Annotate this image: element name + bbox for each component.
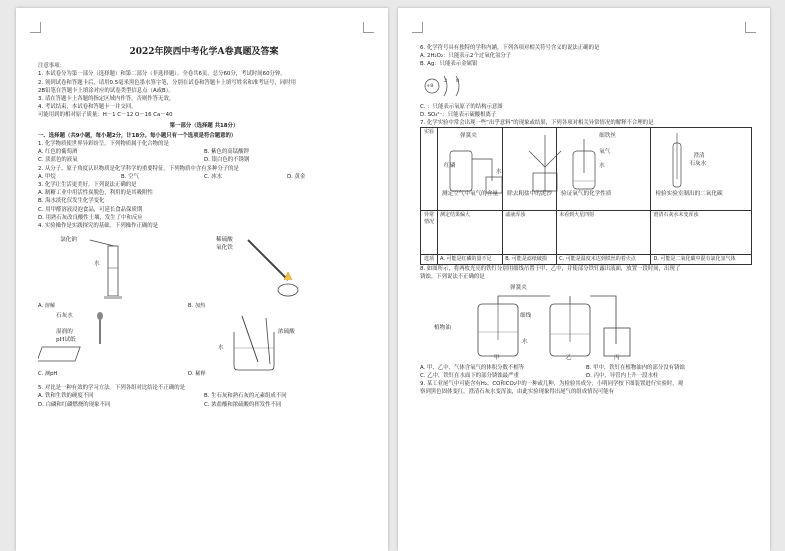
option: A. 2H₂O₂：只能表示2个过氧化氢分子: [420, 53, 512, 60]
question-text: 7. 化学实验中常会出现一些“出乎意料”的现象或结果，下列各项对相关异常情况的解释不合理的是: [420, 120, 654, 127]
caption-a: A. 溶解: [38, 303, 56, 310]
section-intro: 一、选择题（共9小题，每小题2分，计18分。每小题只有一个选项是符合题意的）: [38, 132, 237, 139]
label: 细铁丝: [599, 133, 616, 140]
row-head: 选项: [421, 255, 438, 265]
question-text: 6. 化学符号具有独特的学科内涵。下列各项对相关符号含义的说法正确的是: [420, 45, 600, 51]
label-yi: 乙: [566, 354, 572, 361]
label: 红磷: [444, 163, 456, 170]
question-text: 1. 化学物质使世界异彩纷呈。下列物质属于化合物的是: [38, 141, 169, 148]
option: B. 生石灰和熟石灰的元素组成不同: [204, 393, 287, 400]
label: 氧气: [599, 149, 611, 156]
anomaly-cell: 未看到火星四射: [557, 211, 651, 255]
label-water: 水: [522, 338, 528, 345]
caption-b: B. 加热: [188, 303, 206, 310]
question-text: 3. 化学让生活更美好。下列说法正确的是: [38, 182, 137, 189]
shell-electrons: 8: [456, 77, 460, 84]
label: 弹簧夹: [460, 133, 477, 140]
option: D. SO₄²⁻：只能表示硫酸根离子: [420, 111, 497, 118]
option: D. 银白色的不锈钢: [204, 157, 250, 164]
row-head: 实验: [421, 128, 438, 211]
note-line: 3. 请在答题卡上各题的指定区域内作答，否则作答无效。: [38, 96, 175, 103]
option: A. 红色的葡萄酒: [38, 149, 78, 156]
note-line: 可能用到的相对原子质量：H－1 C－12 O－16 Ca－40: [38, 112, 173, 119]
option: B. 甲中，铁钉在植物油内的部分没有锈蚀: [586, 364, 685, 371]
question-text: 8. 如图所示，将两枚光亮的铁钉分别用细线吊置于甲、乙中，并使部分铁钉露出液面，放置一段时间，出现了: [420, 266, 681, 273]
option: C. 浓盐酸和浓硫酸的挥发性不同: [204, 401, 282, 408]
option: A. 甲、乙中，气体含氧气的体积分数不相等: [420, 364, 525, 371]
note-line: 2B铅笔在答题卡上填涂对应的试卷类型信息点（A或B）。: [38, 87, 174, 94]
option: A. 甲烷: [38, 173, 56, 180]
option: D. 用熟石灰改良酸性土壤，发生了中和反应: [38, 214, 143, 221]
option: B. 空气: [121, 173, 139, 180]
note-line: 2. 领到试卷和答题卡后，请用0.5毫米黑色墨水签字笔，分别在试卷和答题卡上填写姓名和准考证号，同时用: [38, 79, 297, 86]
note-line: 4. 考试结束，本试卷和答题卡一并交回。: [38, 104, 137, 111]
option-cell: C. 可能是温度未达到铁丝的着火点: [557, 255, 651, 265]
option-row: [38, 173, 370, 181]
option: C. 用甲醛溶液浸泡食品，可延长食品保质期: [38, 206, 143, 213]
label-bing: 丙: [614, 354, 620, 361]
notes-heading: 注意事项：: [38, 63, 65, 70]
label-limewater: 石灰水: [56, 313, 73, 320]
question-text: 2. 从分子、原子角度认识物质是化学科学的重要特征。下列物质中含有多种分子的是: [38, 165, 239, 172]
label-ph-paper: pH试纸: [56, 337, 76, 344]
nucleus-charge: +8: [426, 82, 434, 89]
shell-electrons: 2: [444, 77, 448, 84]
row-head: 异常情况: [421, 211, 438, 255]
crop-mark: [745, 22, 756, 33]
label-clamp: 弹簧夹: [510, 284, 527, 291]
label-conc-acid: 浓硫酸: [278, 329, 295, 336]
q8-figure: [420, 284, 752, 362]
experiment-cell: [557, 128, 651, 211]
document-title: 2022年陕西中考化学A卷真题及答案: [129, 47, 279, 57]
label-water: 水: [94, 261, 100, 268]
option-row: [38, 156, 370, 164]
label-jia: 甲: [494, 354, 500, 361]
page-1: [16, 8, 388, 551]
option: B. 紫色的高锰酸钾: [204, 149, 249, 156]
option: B. 海水淡化仅发生化学变化: [38, 198, 105, 205]
option: C. ：只能表示氧原子的结构示意图: [420, 103, 503, 110]
option-row: [420, 364, 752, 372]
option: A. 制糖工业中用活性炭脱色，利用的是其吸附性: [38, 190, 153, 197]
q7-table: [420, 127, 752, 265]
label-nacl: 氯化钠: [60, 237, 77, 244]
experiment-cell: [651, 128, 752, 211]
label-water: 水: [218, 345, 224, 352]
option-cell: B. 可能是滤纸破损: [503, 255, 557, 265]
q8-drawing: [420, 284, 752, 362]
option: C. 冰水: [204, 173, 222, 180]
option-row: [38, 148, 370, 156]
option: C. 乙中，铁钉在水面下的部分锈蚀最严重: [420, 372, 519, 379]
option: D. 白磷和红磷燃烧的现象不同: [38, 401, 111, 408]
label: 澄清: [693, 153, 705, 160]
option-row: [38, 401, 370, 409]
option: A. 铁和生铁的硬度不同: [38, 393, 94, 400]
anomaly-cell: 滤液浑浊: [503, 211, 557, 255]
option: B. Ag：只能表示金属银: [420, 61, 478, 68]
option-cell: D. 可能是二氧化碳中混有氯化氢气体: [651, 255, 752, 265]
label-iron-oxide: 氧化铁: [216, 245, 233, 252]
question-text: 9. 某工业尾气中可能含有H₂、CO和CO₂中的一种或几种，为检验其成分，小明同学按下图装置进行实验时，观: [420, 381, 684, 388]
label-oil: 植物油: [434, 324, 451, 331]
label: 水: [496, 169, 502, 176]
experiment-cell: [438, 128, 503, 211]
option-row: [38, 392, 370, 400]
note-line: 1. 本试卷分为第一部分（选择题）和第二部分（非选择题）。全卷共6页，总分60分，考试时间60分钟。: [38, 71, 286, 78]
q4-figure: [38, 232, 370, 382]
experiment-cell: [503, 128, 557, 211]
experiment-caption: 验证氧气的化学性质: [561, 191, 612, 198]
question-text: 4. 实验操作是实践探究的基础。下列操作正确的是: [38, 223, 159, 230]
option-row: [420, 372, 752, 380]
question-text: 锈蚀。下列说法不正确的是: [420, 274, 485, 281]
label-thread: 细线: [520, 312, 532, 319]
option-cell: A. 可能是红磷的量不足: [438, 255, 503, 265]
experiment-caption: 测定空气中氧气的含量: [442, 191, 498, 198]
page-2: [398, 8, 770, 551]
label-ph-paper: 湿润的: [56, 329, 73, 336]
experiment-caption: 检验实验室制出的二氧化碳: [655, 191, 723, 198]
label: 水: [599, 163, 605, 170]
anomaly-cell: 测定结果偏大: [438, 211, 503, 255]
label: 石灰水: [689, 161, 707, 168]
atom-structure-diagram: [420, 71, 752, 101]
caption-d: D. 稀释: [188, 371, 206, 378]
option: D. 丙中，导管内上升一段水柱: [586, 372, 659, 379]
anomaly-cell: 澄清石灰水未变浑浊: [651, 211, 752, 255]
question-text: 察到黑色固体变红，澄清石灰水变浑浊，由此实验现象得出尾气的组成情况可能有: [420, 389, 615, 396]
option: C. 淡蓝色的液氧: [38, 157, 78, 164]
question-text: 5. 对比是一种有效的学习方法。下列各组对比结论不正确的是: [38, 385, 186, 392]
experiment-caption: 除去粗盐中的泥沙: [507, 191, 553, 198]
part-heading: 第一部分（选择题 共18分）: [169, 122, 239, 129]
crop-mark: [412, 22, 423, 33]
option: D. 黄金: [287, 173, 306, 180]
caption-c: C. 测pH: [38, 371, 58, 378]
label-acid: 稀硫酸: [216, 237, 233, 244]
